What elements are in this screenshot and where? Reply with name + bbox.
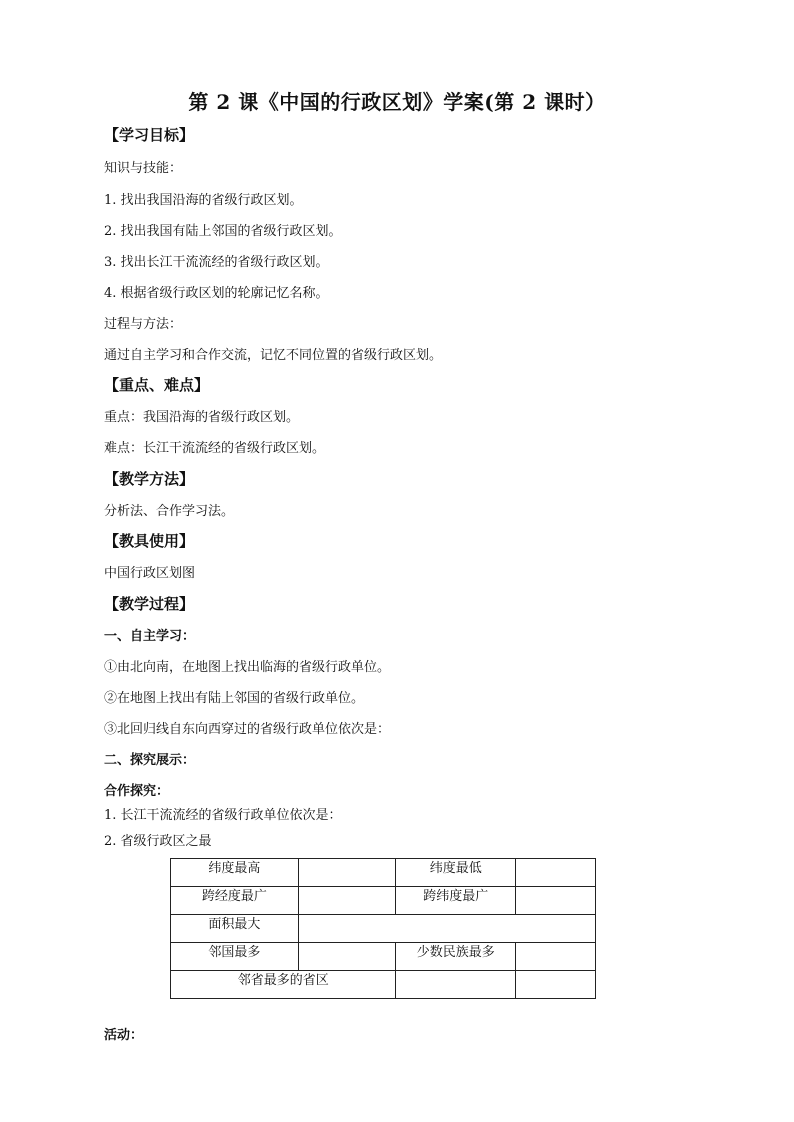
table-cell-label: 纬度最高 xyxy=(171,859,299,887)
answer-cell[interactable] xyxy=(298,859,396,887)
province-superlatives-table xyxy=(170,858,596,999)
answer-cell[interactable] xyxy=(516,971,596,999)
objectives-heading: 【学习目标】 xyxy=(104,126,195,144)
objective-item-4: 4. 根据省级行政区划的轮廓记忆名称。 xyxy=(104,286,329,301)
self-study-item-2: ②在地图上找出有陆上邻国的省级行政单位。 xyxy=(104,691,365,706)
tools-heading: 【教具使用】 xyxy=(104,532,195,550)
answer-cell[interactable] xyxy=(516,887,596,915)
activity-label: 活动： xyxy=(104,1028,144,1043)
document-title: 第 2 课《中国的行政区划》学案(第 2 课时） xyxy=(188,90,606,114)
table-row xyxy=(171,943,596,971)
table-cell-label: 跨纬度最广 xyxy=(396,887,516,915)
methods-text: 分析法、合作学习法。 xyxy=(104,504,235,519)
methods-heading: 【教学方法】 xyxy=(104,470,195,488)
table-cell-label: 邻省最多的省区 xyxy=(171,971,396,999)
table-row xyxy=(171,887,596,915)
table-row xyxy=(171,859,596,887)
self-study-title: 一、自主学习： xyxy=(104,629,196,644)
process-method-label: 过程与方法： xyxy=(104,317,183,332)
coop-item-2: 2. 省级行政区之最 xyxy=(104,834,212,849)
tools-text: 中国行政区划图 xyxy=(104,566,196,581)
knowledge-label: 知识与技能： xyxy=(104,161,183,176)
table-cell-label: 邻国最多 xyxy=(171,943,299,971)
self-study-item-3: ③北回归线自东向西穿过的省级行政单位依次是： xyxy=(104,722,391,737)
cooperation-label: 合作探究： xyxy=(104,784,170,799)
table-row xyxy=(171,971,596,999)
answer-cell[interactable] xyxy=(298,887,396,915)
answer-cell[interactable] xyxy=(516,859,596,887)
answer-cell[interactable] xyxy=(396,971,516,999)
process-method-text: 通过自主学习和合作交流，记忆不同位置的省级行政区划。 xyxy=(104,348,443,363)
objective-item-2: 2. 找出我国有陆上邻国的省级行政区划。 xyxy=(104,224,342,239)
objective-item-1: 1. 找出我国沿海的省级行政区划。 xyxy=(104,193,303,208)
difficult-point-text: 难点：长江干流流经的省级行政区划。 xyxy=(104,441,326,456)
answer-cell[interactable] xyxy=(516,943,596,971)
answer-cell[interactable] xyxy=(298,943,396,971)
table-cell-label: 面积最大 xyxy=(171,915,299,943)
teaching-process-heading: 【教学过程】 xyxy=(104,595,195,613)
self-study-item-1: ①由北向南，在地图上找出临海的省级行政单位。 xyxy=(104,660,391,675)
coop-item-1: 1. 长江干流流经的省级行政单位依次是： xyxy=(104,808,342,823)
table-row xyxy=(171,915,596,943)
objective-item-3: 3. 找出长江干流流经的省级行政区划。 xyxy=(104,255,329,270)
table-cell-label: 少数民族最多 xyxy=(396,943,516,971)
answer-cell[interactable] xyxy=(298,915,595,943)
key-point-text: 重点：我国沿海的省级行政区划。 xyxy=(104,410,300,425)
table-cell-label: 纬度最低 xyxy=(396,859,516,887)
table-cell-label: 跨经度最广 xyxy=(171,887,299,915)
key-points-heading: 【重点、难点】 xyxy=(104,376,210,394)
explore-title: 二、探究展示： xyxy=(104,753,196,768)
